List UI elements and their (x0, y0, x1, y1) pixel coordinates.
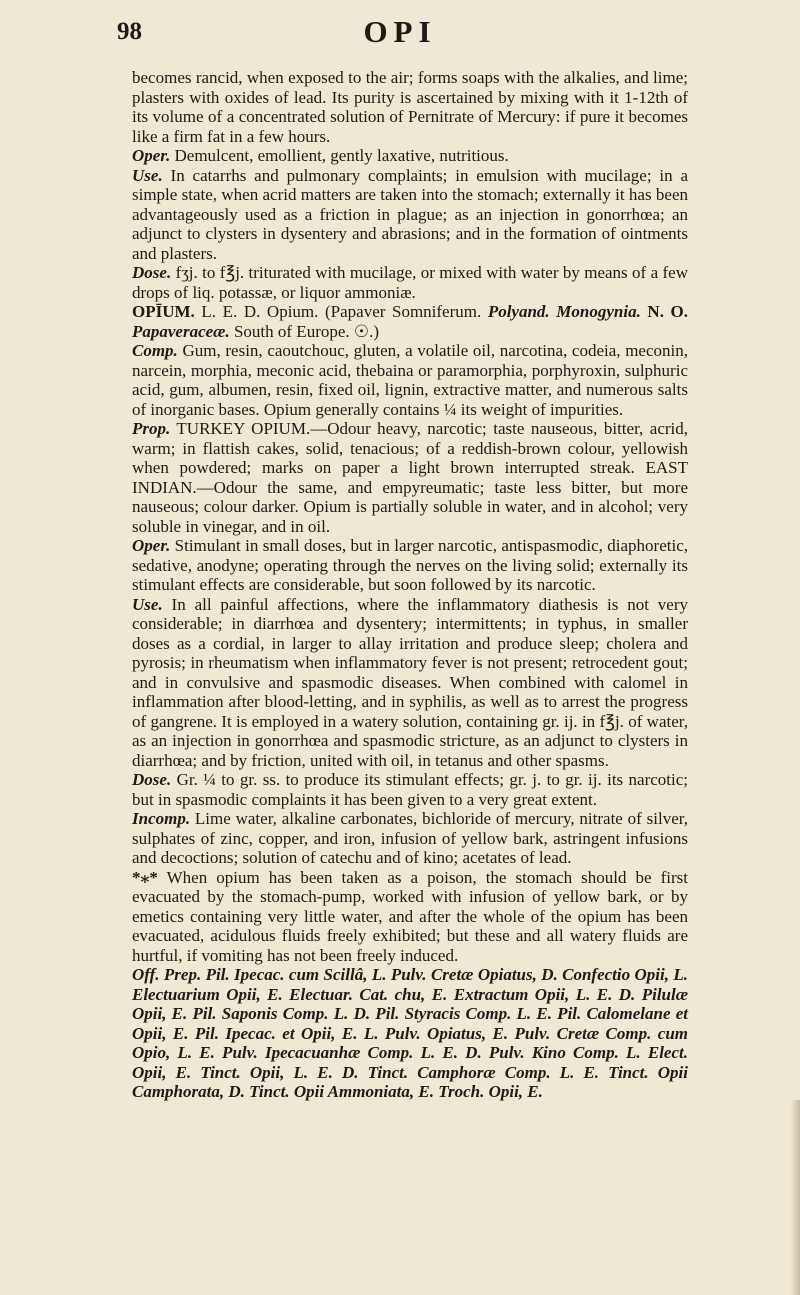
entry-label: Dose. (132, 263, 172, 282)
paragraph-text: Pil. Ipecac. cum Scillâ, L. Pulv. Cretæ Opiatus, D. Confectio Opii, L. Electuarium Opii, E. Electuar. Cat. chu, E. Extractum Opii, L. E. D. Pilulæ Opii, E. Pil. Saponis Comp. L. D. Pil. Styracis Comp. L. E. Pil. Calomelane et Opii, E. Pil. Ipecac. et Opii, E. L. Pulv. Opiatus, E. Pulv. Cretæ Comp. cum Opio, L. E. Pulv. Ipecacuanhæ Comp. L. E. D. Pulv. Kino Comp. L. Elect. Opii, E. Tinct. Opii, L. E. D. Tinct. Camphoræ Comp. L. E. Tinct. Opii Camphorata, D. Tinct. Opii Ammoniata, E. Troch. Opii, E. (132, 965, 688, 1101)
paragraph-text: In catarrhs and pulmonary complaints; in emulsion with mucilage; in a simple state, when acrid matters are taken into the stomach; externally it has been advantageously used as a friction in plague; as an injection in gonorrhœa; an adjunct to clysters in dysentery and abrasions; and in the formation of ointments and plasters. (132, 165, 688, 263)
page-edge-shadow (790, 1100, 800, 1295)
paragraph-text: fʒj. to f℥j. triturated with mucilage, or mixed with water by means of a few drops of liq. potassæ, or liquor ammoniæ. (132, 263, 688, 302)
paragraph-oper (132, 536, 688, 595)
paragraph-text: TURKEY OPIUM.—Odour heavy, narcotic; taste nauseous, bitter, acrid, warm; in flattish cakes, solid, tenacious; of a reddish-brown colour, yellowish when powdered; marks on paper a light brown interrupted streak. EAST INDIAN.—Odour the same, and empyreumatic; taste less bitter, but more nauseous; colour darker. Opium is partially soluble in water, and in alcohol; very soluble in vinegar, and in oil. (132, 419, 688, 536)
paragraph-opium-heading (132, 302, 688, 341)
paragraph-text: Gum, resin, caoutchouc, gluten, a volatile oil, narcotina, codeia, meconin, narcein, morphia, meconic acid, thebaina or paramorphia, porphyroxin, sulphuric acid, gum, albumen, resin, fixed oil, lignin, extractive matter, and numerous salts of inorganic bases. Opium generally contains ¼ its weight of impurities. (132, 341, 688, 419)
entry-heading: OPĪUM. (132, 302, 195, 321)
classification-text: Polyand. Monogynia. (487, 302, 641, 321)
paragraph-text: Gr. ¼ to gr. ss. to produce its stimulant effects; gr. j. to gr. ij. its narcotic; but in spasmodic complaints it has been given to a very great extent. (132, 770, 688, 809)
entry-label: Comp. (132, 341, 178, 360)
body-text (132, 68, 688, 1102)
paragraph-text: Stimulant in small doses, but in larger narcotic, antispasmodic, diaphoretic, sedative, anodyne; operating through the nerves on the living solid; externally its stimulant effects are considerable, but soon followed by its narcotic. (132, 536, 688, 594)
paragraph-text: becomes rancid, when exposed to the air; forms soaps with the alkalies, and lime; plasters with oxides of lead. Its purity is ascertained by mixing with it 1-12th of its volume of a concentrated solution of Pernitrate of Mercury: if pure it becomes like a firm fat in a few hours. (132, 68, 688, 146)
entry-label: Use. (132, 594, 163, 614)
family-text: Papaveraceæ. (132, 321, 230, 341)
asterism-icon: *⁎* (132, 867, 158, 887)
paragraph-oper (132, 146, 688, 166)
page-number: 98 (117, 18, 142, 45)
paragraph-incomp (132, 809, 688, 868)
paragraph-text: N. O. (640, 302, 688, 321)
page-header (0, 10, 800, 50)
entry-label: Incomp. (132, 809, 191, 828)
paragraph-text: When opium has been taken as a poison, the stomach should be first evacuated by the stomach-pump, worked with infusion of yellow bark, or by emetics containing very little water, and after the whole of the opium has been evacuated, acidulous fluids freely exhibited; but these and all watery fluids are hurtful, if vomiting has not been freely induced. (132, 867, 688, 965)
entry-label: Use. (132, 165, 163, 185)
entry-label: Oper. (132, 536, 171, 555)
paragraph-dose (132, 263, 688, 302)
running-head: OPI (363, 14, 437, 49)
paragraph-text: Lime water, alkaline carbonates, bichloride of mercury, nitrate of silver, sulphates of zinc, copper, and iron, infusion of yellow bark, astringent infusions and decoctions; solution of catechu and of kino; acetates of lead. (132, 809, 688, 867)
paragraph-continued (132, 68, 688, 146)
paragraph-note (132, 868, 688, 966)
entry-label: Oper. (132, 146, 171, 165)
entry-label: Off. Prep. (132, 965, 202, 984)
entry-label: Dose. (132, 770, 172, 789)
paragraph-comp (132, 341, 688, 419)
paragraph-use (132, 595, 688, 771)
entry-label: Prop. (132, 419, 171, 438)
paragraph-use (132, 166, 688, 264)
paragraph-text: In all painful affections, where the inflammatory diathesis is not very considerable; in diarrhœa and dysentery; intermittents; in typhus, in smaller doses as a cordial, in larger to allay irritation and produce sleep; cholera and pyrosis; in rheumatism when inflammatory fever is not present; retrocedent gout; and in convulsive and spasmodic diseases. When combined with calomel in inflammation after blood-letting, and in syphilis, as well as to arrest the progress of gangrene. It is employed in a watery solution, containing gr. ij. in f℥j. of water, as an injection in gonorrhœa and spasmodic stricture, as an adjunct to clysters in diarrhœa; and by friction, united with oil, in tetanus and other spasms. (132, 594, 688, 770)
paragraph-text: Demulcent, emollient, gently laxative, nutritious. (170, 146, 509, 165)
paragraph-dose (132, 770, 688, 809)
paragraph-text: South of Europe. ☉.) (229, 321, 380, 341)
paragraph-text: L. E. D. Opium. (Papaver Somniferum. (194, 302, 488, 321)
paragraph-off-prep (132, 965, 688, 1102)
paragraph-prop (132, 419, 688, 536)
